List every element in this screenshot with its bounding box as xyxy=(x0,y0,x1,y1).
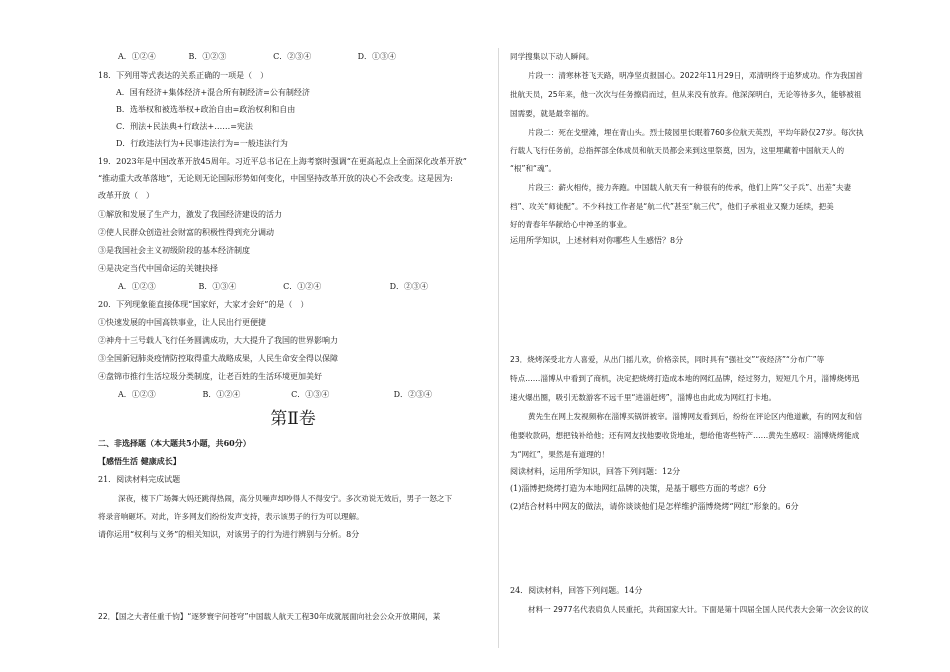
q19-stem-line1: 19．2023年是中国改革开放45周年。习近平总书记在上海考察时强调“在更高起点上全面深化改革开放” xyxy=(98,157,467,166)
q19-options xyxy=(118,282,428,292)
q23-material-line1: 23．烧烤深受北方人喜爱，从出门摇儿欢，价格亲民，同时具有“强社交”“夜经济”“分布广”等 xyxy=(510,355,825,364)
q19-item-1: ①解放和发展了生产力，激发了我国经济建设的活力 xyxy=(98,210,282,219)
q20-stem: 20．下列现象能直接体现“国家好，大家才会好”的是（ ） xyxy=(98,300,309,309)
q17-options xyxy=(118,52,396,62)
q18-option-a: A．国有经济+集体经济+混合所有制经济=公有制经济 xyxy=(116,88,310,97)
q17-option-b: B．①②③ xyxy=(188,52,227,61)
q23-subquestion-1: (1)淄博把烧烤打造为本地网红品牌的决策，是基于哪些方面的考虑？6分 xyxy=(510,484,767,493)
q22-segment1-line1: 片段一：清寒林苍飞天路，明净坚贞报国心。2022年11月29日，邓清明终于追梦成功。作为我国首 xyxy=(528,71,863,80)
q22-segment3-line3: 好的青春年华献给心中神圣的事业。 xyxy=(510,220,632,229)
section-header: 二、非选择题（本大题共5小题，共60分） xyxy=(98,438,251,448)
q22-question: 运用所学知识，上述材料对你哪些人生感悟？8分 xyxy=(510,236,684,245)
q23-material-line5: 他要收款码，想把钱补给他；还有网友找他要收货地址，想给他寄些特产……黄先生感叹：淄博烧烤能成 xyxy=(510,431,860,440)
q22-segment3-line2: 档”、攻关“师徒配”。不少科技工作者是“航二代”甚至“航三代”，他们子承祖业又聚力延续，把美 xyxy=(510,202,834,211)
q19-stem-line2: “推动重大改革落地”，无论则无论国际形势如何变化，中国坚持改革开放的决心不会改变。这是因为: xyxy=(98,174,453,183)
q23-instruction: 阅读材料，运用所学知识，回答下列问题：12分 xyxy=(510,467,681,476)
q17-option-c: C．②③④ xyxy=(273,52,312,61)
q20-item-1: ①快速发展的中国高铁事业，让人民出行更便捷 xyxy=(98,318,266,327)
q20-option-c: C．①③④ xyxy=(291,390,330,399)
q22-segment3-line1: 片段三：薪火相传，接力奔跑。中国载人航天有一种很有的传承，他们上阵“父子兵”、出差“夫妻 xyxy=(528,183,852,192)
q23-subquestion-2: (2)结合材料中网友的做法，请你谈谈他们是怎样维护淄博烧烤“网红”形象的。6分 xyxy=(510,502,799,511)
q19-item-2: ②使人民群众创造社会财富的积极性得到充分调动 xyxy=(98,228,274,237)
q19-option-b: B．①③④ xyxy=(198,282,237,291)
q18-option-c: C．刑法+民法典+行政法+……=宪法 xyxy=(116,122,253,131)
topic-label: 【感悟生活 健康成长】 xyxy=(98,456,181,466)
q23-material-line3: 速火爆出圈，吸引无数游客不远千里“进淄赶烤”，淄博也由此成为网红打卡地。 xyxy=(510,393,777,402)
q20-option-b: B．①②④ xyxy=(202,390,241,399)
q21-material-line2: 将录音响砸坏。对此，许多网友们纷纷发声支持，表示该男子的行为可以理解。 xyxy=(98,512,364,521)
q22-segment2-line3: “根”和“魂”。 xyxy=(510,164,557,173)
q19-item-4: ④是决定当代中国命运的关键抉择 xyxy=(98,264,218,273)
q23-material-line4: 黄先生在网上发视频称在淄博买锅饼被宰。淄博网友看到后，纷纷在评论区内他道歉，有的网友和信 xyxy=(528,412,863,421)
q20-option-a: A．①②③ xyxy=(118,390,156,399)
q19-stem-line3: 改革开放（ ） xyxy=(98,191,154,200)
q24-stem: 24．阅读材料，回答下列问题。14分 xyxy=(510,586,643,595)
q17-option-a: A．①②④ xyxy=(118,52,156,61)
q20-options xyxy=(118,390,432,400)
q24-material1: 材料一 2977名代表肩负人民重托，共商国家大计。下面是第十四届全国人民代表大会第一次会议的议 xyxy=(528,605,869,614)
q20-item-2: ②神舟十三号载人飞行任务圆满成功，大大提升了我国的世界影响力 xyxy=(98,336,338,345)
part-ii-title: 第Ⅱ卷 xyxy=(270,409,316,429)
column-divider xyxy=(498,48,499,648)
q22-segment1-line3: 国需要，就是最幸福的。 xyxy=(510,109,594,118)
q22-segment2-line2: 行载人飞行任务前，总指挥部全体成员和航天员都会来到这里祭奠，因为，这里埋藏着中国航天人的 xyxy=(510,146,845,155)
q20-item-3: ③全国新冠肺炎疫情防控取得重大战略成果，人民生命安全得以保障 xyxy=(98,354,338,363)
q19-option-c: C．①②④ xyxy=(283,282,322,291)
q21-material-line1: 深夜，楼下广场舞大妈还跳得热闹，高分贝噪声却吵得人不得安宁。多次劝说无效后，男子一怒之下 xyxy=(118,494,453,503)
q21-stem: 21．阅读材料完成试题 xyxy=(98,475,181,484)
q18-stem: 18．下列用等式表达的关系正确的一项是（ ） xyxy=(98,71,269,80)
q22-stem-continued: 同学搜集以下动人瞬间。 xyxy=(510,52,594,61)
q23-material-line6: 为“网红”，果然是有道理的！ xyxy=(510,450,609,459)
q23-material-line2: 特点……淄博从中看到了商机，决定把烧烤打造成本地的网红品牌，经过努力，短短几个月，淄博烧烤迅 xyxy=(510,374,860,383)
q22-segment1-line2: 批航天员，25年来，他一次次与任务擦肩而过，但从来没有放弃。他深深明白，无论等待多久，能够被祖 xyxy=(510,90,862,99)
q18-option-b: B．选举权和被选举权+政治自由=政治权利和自由 xyxy=(116,105,296,114)
q18-option-d: D．行政违法行为+民事违法行为=一般违法行为 xyxy=(116,139,288,148)
q17-option-d: D．①③④ xyxy=(357,52,397,61)
q19-item-3: ③是我国社会主义初级阶段的基本经济制度 xyxy=(98,246,250,255)
q22-segment2-line1: 片段二：死在戈壁滩，埋在青山头。烈士陵园里长眠着760多位航天英烈，平均年龄仅27岁。每次执 xyxy=(528,128,864,137)
q19-option-a: A．①②③ xyxy=(118,282,156,291)
q20-item-4: ④盘锦市推行生活垃圾分类制度，让老百姓的生活环境更加美好 xyxy=(98,372,322,381)
q19-option-d: D．②③④ xyxy=(389,282,429,291)
q20-option-d: D．②③④ xyxy=(393,390,433,399)
q22-stem: 22．【国之大者任重千钧】“逐梦寰宇问苍穹”中国载人航天工程30年成就展面向社会公众开放期间，某 xyxy=(98,612,441,621)
q21-question: 请你运用“权利与义务”的相关知识，对该男子的行为进行辨别与分析。8分 xyxy=(98,530,360,539)
